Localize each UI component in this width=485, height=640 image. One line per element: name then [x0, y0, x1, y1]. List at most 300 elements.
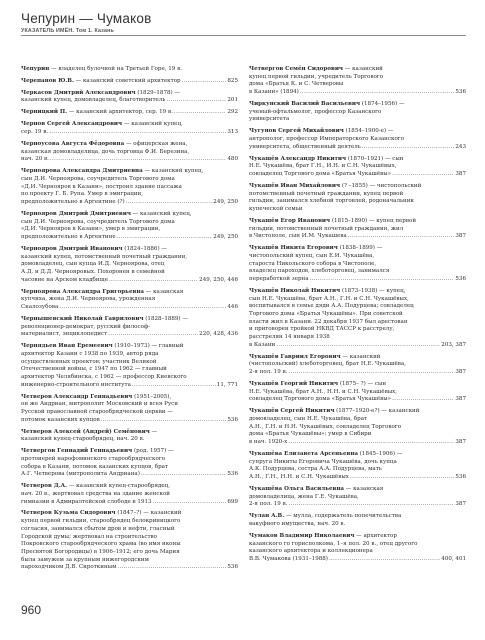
entry-line: [249, 459, 466, 467]
entry-name: Черепанов Ю.В.: [21, 77, 74, 84]
index-entry: [21, 429, 238, 444]
page-reference: 387: [455, 233, 466, 240]
entry-line: [249, 109, 466, 117]
entry-text: часовне на Арском кладбище: [21, 276, 108, 283]
page-reference: 536: [455, 276, 466, 282]
entry-name: Чиркунский Василий Васильевич: [249, 101, 361, 107]
entry-text: А.Г. Четверова (митрополита Андриана): [21, 471, 140, 478]
entry-text: Н.Е. Чукашёва, брат Г.Н., И.Н. и С.Н. Чукашёвых,: [249, 163, 397, 170]
entry-name: Чернояров Дмитрий Иванович: [21, 245, 123, 252]
dot-leader: [126, 199, 213, 207]
entry-line: [249, 276, 466, 284]
entry-line: [21, 234, 238, 242]
entry-text: казанская домовладелица, дочь торговца Ф.И. Березина,: [21, 148, 190, 155]
entry-line: [249, 408, 466, 416]
entry-line: [21, 129, 238, 137]
entry-line: [21, 374, 238, 382]
entry-line: [21, 66, 238, 74]
entry-text: была замужем за крупным нижегородским: [21, 556, 149, 563]
entry-text: супруга Никиты Егоровича Чукашёва, дочь купца: [249, 458, 397, 465]
entry-text: предположительно в Аргентине (?): [21, 198, 125, 205]
page-reference: 249, 250, 446: [199, 276, 238, 283]
dot-leader: [392, 171, 454, 179]
index-entry: [249, 381, 466, 404]
entry-line: [249, 128, 466, 136]
page-reference: 536: [455, 474, 466, 481]
entry-line: [249, 416, 466, 424]
page-reference: 536: [227, 471, 238, 478]
index-entry: [21, 394, 238, 425]
entry-line: [21, 436, 238, 444]
page-reference: 480: [227, 156, 238, 163]
header-subtitle: УКАЗАТЕЛЬ ИМЁН. Том 1. Казань: [21, 28, 114, 34]
entry-line: [249, 268, 466, 276]
page-reference: 387: [455, 501, 466, 508]
entry-text: владелец пароходов, хлеботорговец, занимался: [249, 268, 390, 275]
entry-name: Чернов Сергей Александрович: [21, 121, 123, 128]
page-reference: 699: [227, 498, 238, 505]
entry-text: в Чистополе, сын И.М. Чукашева: [249, 233, 347, 240]
entry-text: (1824–1886) —: [122, 245, 167, 252]
entry-text: нач. 20 в.: [21, 156, 49, 163]
entry-text: гильдии, занимался хлебной торговлей, родоначальник: [249, 198, 414, 205]
entry-name: Черноярова Александра Григорьевна: [21, 288, 144, 295]
entry-text: революционер-демократ, русский философ-: [21, 323, 151, 330]
entry-name: Четверов Кузьма Сидорович: [21, 510, 116, 517]
entry-line: [21, 526, 238, 534]
dot-leader: [108, 331, 198, 339]
entry-text: совладелец Торгового дома «Братья Чукашёвы»: [249, 171, 392, 177]
entry-text: сын Д.И. Черноярова, соучредитель Торгового дома: [21, 218, 175, 225]
entry-line: [249, 198, 466, 206]
entry-text: (1870–1921) — сын: [346, 155, 404, 162]
entry-text: А.К. Подурцева, сестра А.А. Подурцева, мать: [249, 466, 382, 473]
entry-line: [21, 510, 238, 518]
entry-line: [21, 366, 238, 374]
entry-line: [21, 191, 238, 199]
dot-leader: [310, 276, 455, 284]
entry-text: (чистопольский) хлеботорговец, брат Н.Е. Чукашёва,: [249, 361, 406, 368]
entry-text: гильдии, потомственный почетный гражданин, жил: [249, 225, 404, 232]
index-entry: [249, 451, 466, 482]
entry-name: Четвергов Геннадий Геннадьевич: [21, 448, 133, 455]
entry-line: [21, 184, 238, 192]
entry-text: архитектор Казани с 1938 по 1939, автор ряда: [21, 350, 159, 357]
entry-line: [249, 303, 466, 311]
entry-line: [21, 261, 238, 269]
entry-line: [21, 289, 238, 297]
entry-line: [249, 171, 466, 179]
entry-text: дома «Братья К. и С. Четверовы: [249, 81, 344, 88]
dot-leader: [59, 304, 226, 312]
entry-name: Чернояров Дмитрий Дмитриевич: [21, 210, 131, 217]
entry-text: — казанский купец,: [130, 210, 192, 217]
entry-text: А.Д. и Д.Д. Чернояровых. Похоронен в семейной: [21, 268, 165, 275]
entry-text: (1838–1899) —: [337, 245, 383, 252]
entry-text: Городской думы; жертвовал на строительство: [21, 533, 157, 540]
entry-text: чистопольский купец, сын Е.И. Чукашёва,: [249, 252, 375, 259]
entry-line: [21, 176, 238, 184]
page-reference: 387: [455, 369, 466, 376]
page-reference: 387: [455, 396, 466, 403]
entry-name: Чернышевский Николай Гаврилович: [21, 315, 144, 322]
dot-leader: [362, 144, 455, 152]
dot-leader: [153, 499, 227, 507]
entry-line: [21, 226, 238, 234]
entry-name: Чукашёв Иван Михайлович: [249, 182, 341, 189]
running-header: [21, 11, 466, 36]
index-entry: [249, 245, 466, 284]
dot-leader: [350, 474, 455, 482]
index-entry: [21, 483, 238, 506]
entry-text: власти жил в Казани. 22 декабря 1937 был арестован: [249, 318, 408, 325]
entry-text: казанского архитектора и коллекционера: [249, 548, 373, 555]
entry-line: [249, 541, 466, 549]
header-title: Чепурин — Чумаков: [21, 11, 152, 26]
entry-line: [21, 471, 238, 479]
index-entry: [249, 513, 466, 528]
entry-line: [249, 163, 466, 171]
dot-leader: [288, 369, 454, 377]
page-reference: 536: [455, 89, 466, 96]
entry-text: — муллa, содержатель попечительства: [284, 513, 402, 520]
entry-line: [249, 288, 466, 296]
entry-line: [249, 218, 466, 226]
index-entry: [21, 448, 238, 479]
page-reference: 249, 250: [213, 198, 238, 205]
entry-text: и приговорен тройкой НКВД ТАССР к расстрелу,: [249, 326, 395, 333]
page-reference: 11, 771: [216, 381, 238, 388]
entry-text: А.Н., Г.Н. и Н.Н. Чукашёвых, совладелец Торгового: [249, 423, 402, 430]
entry-line: [21, 78, 238, 86]
entry-name: Чернoуcова Августа Фёдоровна: [21, 140, 125, 147]
entry-text: 2-я пол. 19 в.: [249, 369, 288, 376]
entry-name: Чукашёв Егор Иванович: [249, 217, 331, 224]
entry-line: [21, 156, 238, 164]
entry-text: сын Н.Е. Чукашёва, брат А.Н., Г.Н. и С.Н. Чукашёвых,: [249, 295, 409, 302]
entry-text: (1873–1938) — купец,: [340, 287, 406, 294]
dot-leader: [348, 233, 455, 241]
entry-line: [249, 548, 466, 556]
index-entry: [21, 211, 238, 242]
index-entry: [249, 66, 466, 97]
entry-text: — владелец булочной на Третьей Горе, 19 в.: [49, 66, 182, 72]
entry-text: купец первой гильдии, учредитель Торгового: [249, 73, 384, 80]
entry-name: Чукашёв Георгий Никитич: [249, 381, 339, 387]
index-entry: [21, 343, 238, 389]
entry-line: [249, 136, 466, 144]
entry-text: — казанский советский архитектор: [73, 77, 181, 84]
entry-name: Чукашёв Гавриил Егорович: [249, 353, 341, 360]
entry-text: Торгового дома «Братья Чукашёвы». При советской: [249, 311, 403, 317]
entry-text: — казанский купец,: [122, 121, 183, 128]
entry-text: купчиха, жена Д.И. Черноярова, урожденная: [21, 296, 156, 303]
entry-line: [21, 351, 238, 359]
entry-text: — казанский: [340, 353, 381, 360]
entry-text: вакуфного имущества, нач. 20 в.: [249, 521, 346, 527]
entry-text: сер. 19 в.: [21, 128, 49, 135]
dot-leader: [182, 78, 227, 86]
entry-text: — казанский архитектор, сер. 19 в.: [67, 109, 173, 116]
dot-leader: [392, 396, 454, 404]
entry-text: (1829–1878) —: [135, 89, 180, 96]
entry-text: гимназии в Адмиралтейской слободе в 1913: [21, 498, 152, 505]
entry-line: [21, 394, 238, 402]
entry-text: ученый-офтальмолог, профессор Казанского: [249, 108, 382, 115]
entry-text: домовладелица, жена Г.Е. Чукашёва,: [249, 493, 359, 500]
entry-text: он же Андриан, митрополит Московский и всея Руси: [21, 401, 178, 408]
entry-line: [21, 211, 238, 219]
entry-line: [21, 316, 238, 324]
entry-line: [21, 499, 238, 507]
entry-name: Чукашёва Елизавета Арсеньевна: [249, 451, 358, 457]
entry-text: купеческой семьи: [249, 206, 303, 212]
page-reference: 203, 387: [441, 341, 466, 348]
dot-leader: [288, 439, 454, 447]
dot-leader: [109, 277, 198, 285]
entry-name: Четвергов Семён Сидорович: [249, 66, 343, 72]
index-entry: [249, 354, 466, 377]
entry-line: [21, 121, 238, 129]
entry-name: Чулан А.В.: [249, 513, 285, 520]
entry-line: [249, 311, 466, 319]
entry-line: [249, 116, 466, 124]
index-entry: [21, 289, 238, 312]
entry-text: «Д.И. Чернояров в Казани», умер в эмиграции,: [21, 226, 161, 233]
entry-text: казанский купец-старообрядец, нач. 20 в.: [21, 436, 145, 443]
entry-line: [249, 521, 466, 529]
index-entry: [21, 316, 238, 339]
page-reference: 387: [455, 171, 466, 177]
dot-leader: [276, 342, 440, 350]
entry-text: потомственный почетный гражданин, купец первой: [249, 190, 404, 197]
entry-text: — казанский купец,: [142, 168, 204, 175]
entry-text: (1854–1900-е) —: [343, 128, 394, 135]
entry-name: Черноярова Александра Дмитриевна: [21, 168, 143, 175]
page-reference: 249, 250: [213, 233, 238, 240]
entry-text: —: [149, 428, 158, 435]
entry-line: [21, 149, 238, 157]
entry-text: архитектор Челябинска, с 1962 — профессор Киевского: [21, 373, 187, 380]
entry-text: в нач. 1920-х: [249, 439, 288, 446]
entry-line: [21, 109, 238, 117]
entry-text: университета: [249, 116, 290, 123]
dot-leader: [50, 156, 227, 164]
entry-text: (1875– ?) — сын: [338, 381, 387, 387]
entry-line: [21, 97, 238, 105]
entry-line: [249, 556, 466, 564]
index-column-left: [21, 66, 238, 576]
dot-leader: [49, 129, 226, 137]
entry-line: [249, 369, 466, 377]
entry-name: Черкасов Дмитрий Александрович: [21, 89, 136, 96]
entry-line: [249, 361, 466, 369]
entry-line: [249, 396, 466, 404]
entry-text: Н.Е. Чукашёва, брат А.Н., Н.Н. и С.Н. Чукашёвых,: [249, 388, 398, 395]
entry-name: Четверов Алексей (Андрей) Семёнович: [21, 428, 150, 435]
index-entry: [21, 141, 238, 164]
entry-line: [249, 89, 466, 97]
page-reference: 313: [227, 128, 238, 135]
page-reference: 201: [227, 97, 238, 104]
index-entry: [249, 101, 466, 124]
entry-line: [249, 533, 466, 541]
entry-text: — казанский купец-старообрядец,: [67, 483, 170, 490]
entry-line: [21, 269, 238, 277]
entry-line: [249, 296, 466, 304]
index-entry: [21, 109, 238, 117]
entry-text: домовладелец, сын Н.Е. Чукашёва, брат: [249, 416, 368, 422]
entry-line: [249, 183, 466, 191]
entry-line: [21, 541, 238, 549]
entry-text: (1815–1890) — купец первой: [330, 217, 417, 224]
entry-name: Чукашёв Николай Никитич: [249, 287, 341, 294]
entry-text: собора в Казани, потомок казанских купцов, брат: [21, 463, 169, 470]
entry-text: домовладелец, сын купца И.Д. Черноярова, отец: [21, 261, 165, 268]
page-reference: 220, 428, 436: [199, 331, 238, 338]
entry-line: [21, 417, 238, 425]
entry-text: казанского го горисполкома, 1–я пол. 20 в., отец другого: [249, 540, 418, 547]
entry-text: согласия, занимался сбытом дров и нефти, гласный: [21, 525, 175, 532]
entry-line: [249, 101, 466, 109]
entry-text: нач. 20 в., жертвовал средства на здание женской: [21, 490, 170, 497]
entry-text: В.В. Чумакова (1931–1988): [249, 556, 328, 562]
entry-line: [21, 199, 238, 207]
entry-text: Покровского старообрядческого храма (во имя иконы: [21, 541, 181, 548]
entry-line: [21, 483, 238, 491]
entry-text: (1951–2005),: [132, 393, 172, 400]
index-entry: [21, 246, 238, 285]
entry-name: Четверов Д.А.: [21, 483, 68, 490]
entry-line: [249, 439, 466, 447]
entry-name: Чукашёв Никита Егорович: [249, 245, 338, 252]
entry-line: [249, 342, 466, 350]
entry-line: [21, 324, 238, 332]
entry-line: [249, 66, 466, 74]
index-entry: [21, 78, 238, 86]
index-entry: [21, 90, 238, 105]
entry-line: [249, 253, 466, 261]
entry-text: Русской православной старообрядческой церкви —: [21, 408, 173, 415]
index-entry: [249, 486, 466, 509]
entry-text: инженерно-строительного института: [21, 381, 131, 388]
entry-text: антрополог, профессор Императорского Казанского: [249, 136, 405, 142]
entry-line: [21, 277, 238, 285]
entry-line: [21, 219, 238, 227]
entry-text: совладелец Торгового дома «Братья Чукашёвы»: [249, 396, 392, 403]
entry-text: казанский купец, потомственный почетный гражданин,: [21, 253, 188, 260]
header-rule: [21, 35, 466, 36]
entry-text: (1845–1906) —: [357, 451, 403, 457]
index-entry: [249, 183, 466, 214]
entry-text: А.Н., Г.Н., Н.Н. и С.Н. Чукашёвых: [249, 474, 349, 481]
entry-text: Скалозубова: [21, 303, 59, 310]
entry-text: предположительно в Аргентине: [21, 233, 116, 240]
entry-line: [21, 491, 238, 499]
index-entry: [249, 218, 466, 241]
entry-text: — архитектор: [354, 532, 397, 539]
entry-name: Чепурин: [21, 66, 50, 72]
entry-text: университета, общественный деятель: [249, 143, 361, 150]
entry-line: [249, 466, 466, 474]
entry-text: — офицерская жена,: [124, 140, 188, 147]
entry-text: староста Никольского собора в Чистополе,: [249, 260, 377, 267]
page-reference: 387: [455, 439, 466, 446]
index-entry: [21, 168, 238, 207]
entry-text: (1910–1973) — главный: [112, 343, 184, 350]
entry-line: [249, 226, 466, 234]
entry-text: — казанская: [144, 288, 184, 295]
entry-line: [21, 343, 238, 351]
page-reference: 825: [227, 77, 238, 84]
entry-text: воспитывался в семье дяди А.А. Подурцева; совладелец: [249, 303, 414, 310]
entry-line: [21, 304, 238, 312]
entry-text: в Казани» (1894): [249, 89, 299, 96]
dot-leader: [141, 471, 227, 479]
entry-text: переработкой зерна: [249, 276, 309, 282]
entry-name: Чукашёв Александр Никитич: [249, 155, 347, 162]
entry-name: Чернядьев Иван Еремеевич: [21, 343, 113, 350]
entry-line: [21, 331, 238, 339]
entry-line: [21, 564, 238, 572]
entry-text: «Д.И. Чернояров в Казани», построил здание пассажа: [21, 183, 182, 190]
entry-text: Пресвятой Богородицы) в 1906–1912; его дочь Мария: [21, 548, 180, 555]
dot-leader: [300, 89, 455, 97]
entry-text: — казанский: [343, 66, 383, 72]
entry-text: (1877–1920-е?) — казанский: [334, 408, 420, 415]
page-reference: 292: [227, 109, 238, 116]
entry-text: сын Д.И. Черноярова, соучредитель Торгового дома: [21, 175, 175, 182]
entry-name: Чугунов Сергей Михайлович: [249, 128, 344, 135]
entry-line: [249, 74, 466, 82]
entry-line: [249, 431, 466, 439]
index-entry: [21, 510, 238, 572]
page-reference: 243: [455, 143, 466, 150]
entry-name: Чумаков Владимир Николаевич: [249, 532, 355, 539]
entry-line: [21, 359, 238, 367]
entry-line: [21, 518, 238, 526]
entry-line: [249, 486, 466, 494]
entry-line: [21, 382, 238, 390]
entry-line: [21, 141, 238, 149]
index-entry: [21, 66, 238, 74]
entry-text: 2-я пол. 19 в.: [249, 501, 288, 508]
entry-line: [249, 474, 466, 482]
index-entry: [249, 128, 466, 151]
entry-text: по проекту Г. Б. Рупа. Умер в эмиграции,: [21, 191, 143, 198]
entry-line: [249, 326, 466, 334]
entry-line: [21, 401, 238, 409]
entry-text: Отечественной войны, с 1947 по 1962 — главный: [21, 366, 167, 373]
dot-leader: [174, 109, 227, 117]
entry-line: [249, 334, 466, 342]
entry-text: в Казани: [249, 341, 276, 348]
entry-line: [21, 254, 238, 262]
entry-text: (1874–1956) —: [360, 101, 405, 107]
entry-text: купец первой гильдии, старообрядец белокриницкого: [21, 518, 181, 525]
entry-line: [21, 549, 238, 557]
index-entry: [249, 408, 466, 447]
entry-name: Чукашёв Сергей Никитич: [249, 408, 335, 415]
entry-line: [21, 296, 238, 304]
dot-leader: [166, 97, 226, 105]
entry-text: (род. 1957) —: [132, 448, 174, 455]
entry-line: [21, 246, 238, 254]
entry-line: [249, 381, 466, 389]
dot-leader: [117, 234, 213, 242]
entry-line: [249, 501, 466, 509]
entry-line: [249, 81, 466, 89]
